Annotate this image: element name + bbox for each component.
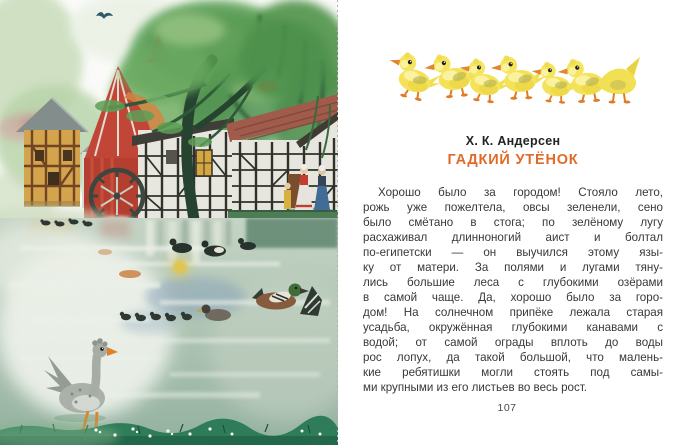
- body-line: ку от матери. За полями и лугами тяну-: [363, 261, 663, 274]
- ducklings-illustration: [382, 33, 660, 108]
- body-line: расхаживал длинноногий аист и болтал: [363, 231, 663, 244]
- author-name: Х. К. Андерсен: [465, 134, 561, 148]
- body-line: в самой чаще. Да, хорошо было за горо-: [363, 291, 663, 304]
- body-line: по-египетски — он выучился этому язы-: [363, 246, 663, 259]
- body-line: ми крупными из его листьев во весь рост.: [363, 381, 588, 394]
- duckling-7-tail-up: [598, 57, 640, 104]
- page-number: 107: [497, 402, 517, 414]
- body-line: лись большие леса с глубокими озёрами: [363, 276, 663, 289]
- body-line: кие ребятишки могли стоять под самы-: [363, 366, 663, 379]
- body-line: рожь уже пожелтела, овсы зеленели, сено: [363, 201, 663, 214]
- ducklings-row-drawing: [382, 33, 660, 108]
- body-line: рос лопух, да такой большой, что малень-: [363, 351, 663, 364]
- body-line: было смётано в стога; по зелёному лугу: [363, 216, 663, 229]
- body-line: водой; от самой ограды вплоть до воды: [363, 336, 663, 349]
- right-page: [338, 0, 674, 445]
- story-text: [363, 185, 663, 395]
- story-title: ГАДКИЙ УТЁНОК: [447, 152, 579, 168]
- body-line: дом! На солнечном припёке лежала старая: [363, 306, 663, 319]
- body-line: Хорошо было за городом! Стояло лето,: [378, 186, 663, 199]
- duckling-4: [490, 54, 547, 100]
- body-line: усадьба, окружённая глубокими канавами с: [363, 321, 663, 334]
